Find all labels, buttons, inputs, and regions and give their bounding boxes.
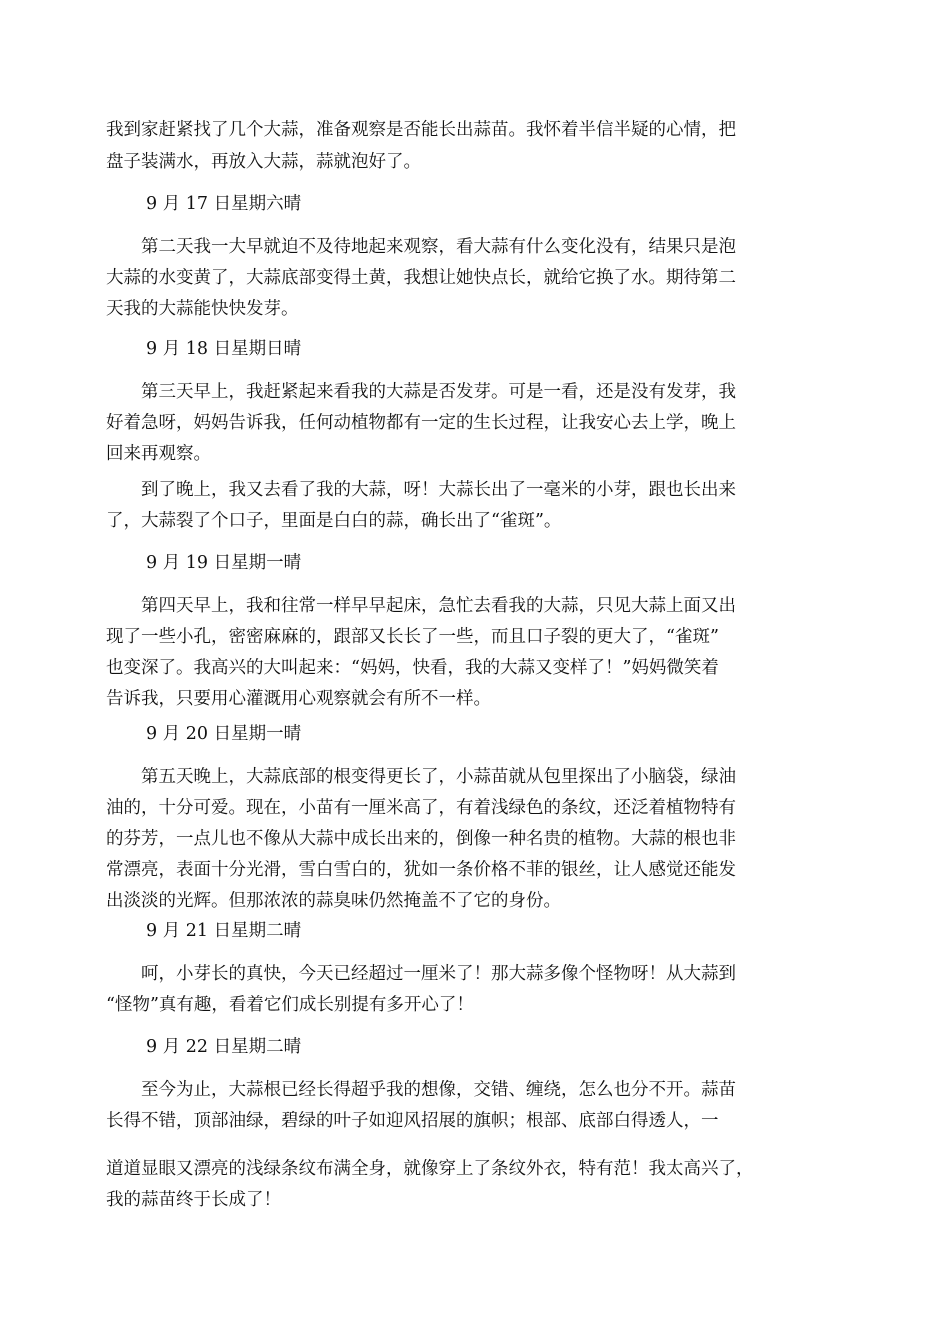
text-line: 第三天早上，我赶紧起来看我的大蒜是否发芽。可是一看，还是没有发芽，我 [106,382,736,402]
text-line: 油的，十分可爱。现在，小苗有一厘米高了，有着浅绿色的条纹，还泛着植物特有 [106,798,736,818]
text-line: 道道显眼又漂亮的浅绿条纹布满全身，就像穿上了条纹外衣，特有范！我太高兴了， [106,1159,754,1179]
text-line: 呵，小芽长的真快，今天已经超过一厘米了！那大蒜多像个怪物呀！从大蒜到 [106,964,736,984]
text-line: 长得不错，顶部油绿，碧绿的叶子如迎风招展的旗帜；根部、底部白得透人，一 [106,1111,719,1131]
diary-date: 9 月 21 日星期二晴 [146,921,302,941]
diary-date: 9 月 19 日星期一晴 [146,553,302,573]
diary-date: 9 月 18 日星期日晴 [146,339,302,359]
text-line: “怪物”真有趣，看着它们成长别提有多开心了！ [106,995,474,1015]
text-line: 我到家赶紧找了几个大蒜，准备观察是否能长出蒜苗。我怀着半信半疑的心情，把 [106,120,736,140]
text-line: 回来再观察。 [106,444,211,464]
text-line: 了，大蒜裂了个口子，里面是白白的蒜，确长出了“雀斑”。 [106,511,562,531]
text-line: 的芬芳，一点儿也不像从大蒜中成长出来的，倒像一种名贵的植物。大蒜的根也非 [106,829,736,849]
text-line: 到了晚上，我又去看了我的大蒜，呀！大蒜长出了一毫米的小芽，跟也长出来 [106,480,736,500]
text-line: 大蒜的水变黄了，大蒜底部变得土黄，我想让她快点长，就给它换了水。期待第二 [106,268,736,288]
diary-date: 9 月 17 日星期六晴 [146,194,302,214]
text-line: 出淡淡的光辉。但那浓浓的蒜臭味仍然掩盖不了它的身份。 [106,891,561,911]
text-line: 也变深了。我高兴的大叫起来：“妈妈，快看，我的大蒜又变样了！”妈妈微笑着 [106,658,719,678]
text-line: 至今为止，大蒜根已经长得超乎我的想像，交错、缠绕，怎么也分不开。蒜苗 [106,1080,736,1100]
text-line: 现了一些小孔，密密麻麻的，跟部又长长了一些，而且口子裂的更大了，“雀斑” [106,627,719,647]
text-line: 盘子装满水，再放入大蒜，蒜就泡好了。 [106,152,421,172]
text-line: 第二天我一大早就迫不及待地起来观察，看大蒜有什么变化没有，结果只是泡 [106,237,736,257]
diary-date: 9 月 20 日星期一晴 [146,724,302,744]
text-line: 第五天晚上，大蒜底部的根变得更长了，小蒜苗就从包里探出了小脑袋，绿油 [106,767,736,787]
diary-date: 9 月 22 日星期二晴 [146,1037,302,1057]
text-line: 天我的大蒜能快快发芽。 [106,299,299,319]
text-line: 告诉我，只要用心灌溉用心观察就会有所不一样。 [106,689,491,709]
text-line: 好着急呀，妈妈告诉我，任何动植物都有一定的生长过程，让我安心去上学，晚上 [106,413,736,433]
text-line: 我的蒜苗终于长成了！ [106,1190,281,1210]
text-line: 常漂亮，表面十分光滑，雪白雪白的，犹如一条价格不菲的银丝，让人感觉还能发 [106,860,736,880]
text-line: 第四天早上，我和往常一样早早起床，急忙去看我的大蒜，只见大蒜上面又出 [106,596,736,616]
